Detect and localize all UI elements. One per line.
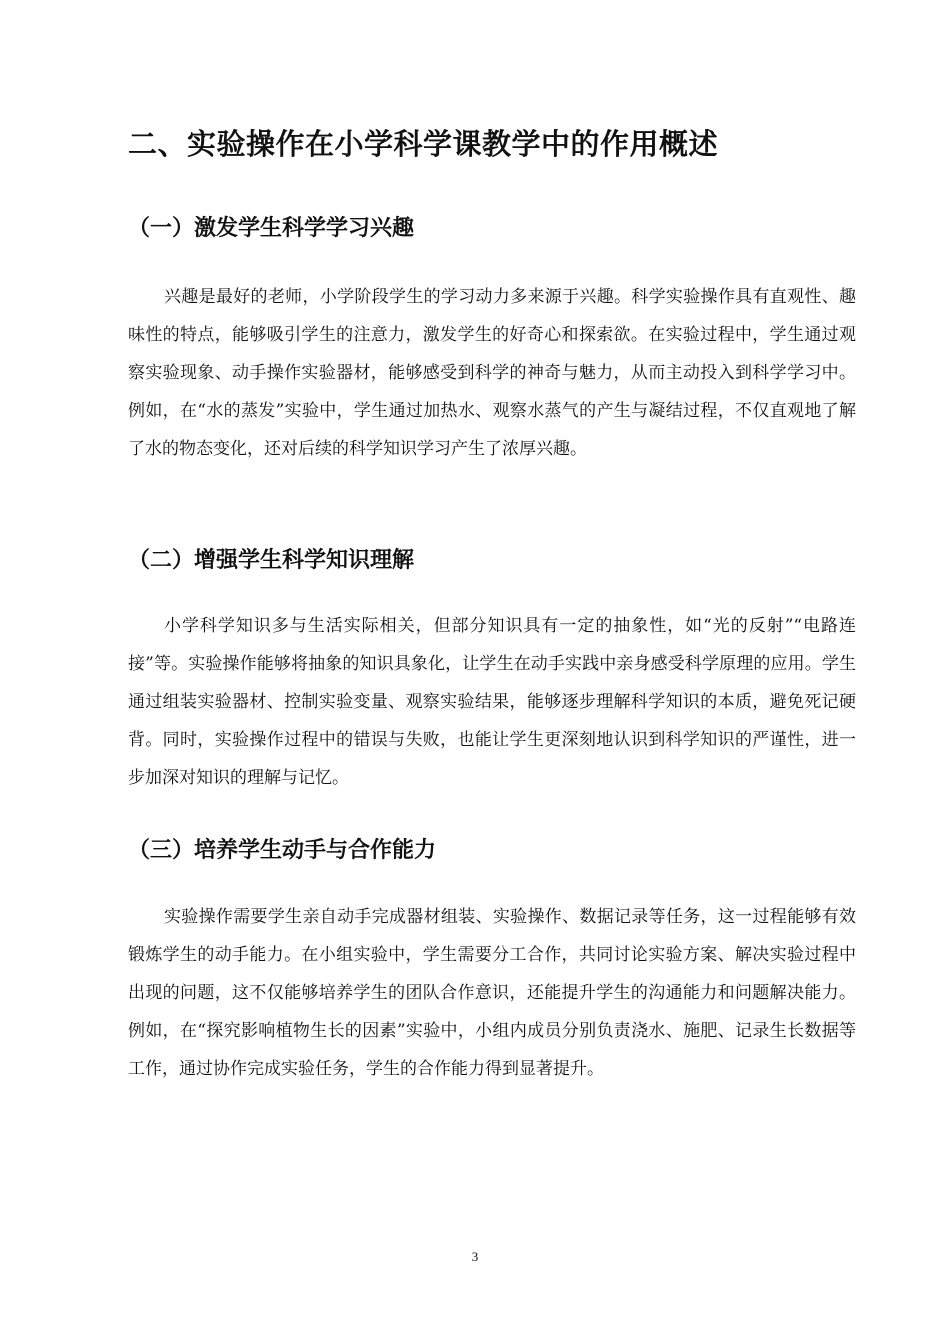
page-number: 3 (471, 1249, 479, 1264)
section-heading-3: （三）培养学生动手与合作能力 (128, 838, 437, 863)
section-paragraph-1: 兴趣是最好的老师，小学阶段学生的学习动力多来源于兴趣。科学实验操作具有直观性、趣味性的特点，能够吸引学生的注意力，激发学生的好奇心和探索欲。在实验过程中，学生通过观察实验现象、动手操作实验器材，能够感受到科学的神奇与魅力，从而主动投入到科学学习中。例如，在“水的蒸发”实验中，学生通过加热水、观察水蒸气的产生与凝结过程，不仅直观地了解了水的物态变化，还对后续的科学知识学习产生了浓厚兴趣。 (128, 287, 856, 459)
section-heading-1: （一）激发学生科学学习兴趣 (128, 216, 415, 241)
chapter-title: 二、实验操作在小学科学课教学中的作用概述 (128, 127, 719, 161)
section-paragraph-2: 小学科学知识多与生活实际相关，但部分知识具有一定的抽象性，如“光的反射”“电路连接”等。实验操作能够将抽象的知识具象化，让学生在动手实践中亲身感受科学原理的应用。学生通过组装实验器材、控制实验变量、观察实验结果，能够逐步理解科学知识的本质，避免死记硬背。同时，实验操作过程中的错误与失败，也能让学生更深刻地认识到科学知识的严谨性，进一步加深对知识的理解与记忆。 (128, 616, 856, 788)
section-paragraph-3: 实验操作需要学生亲自动手完成器材组装、实验操作、数据记录等任务，这一过程能够有效锻炼学生的动手能力。在小组实验中，学生需要分工合作，共同讨论实验方案、解决实验过程中出现的问题，这不仅能够培养学生的团队合作意识，还能提升学生的沟通能力和问题解决能力。例如，在“探究影响植物生长的因素”实验中，小组内成员分别负责浇水、施肥、记录生长数据等工作，通过协作完成实验任务，学生的合作能力得到显著提升。 (128, 907, 856, 1079)
section-heading-2: （二）增强学生科学知识理解 (128, 548, 415, 573)
